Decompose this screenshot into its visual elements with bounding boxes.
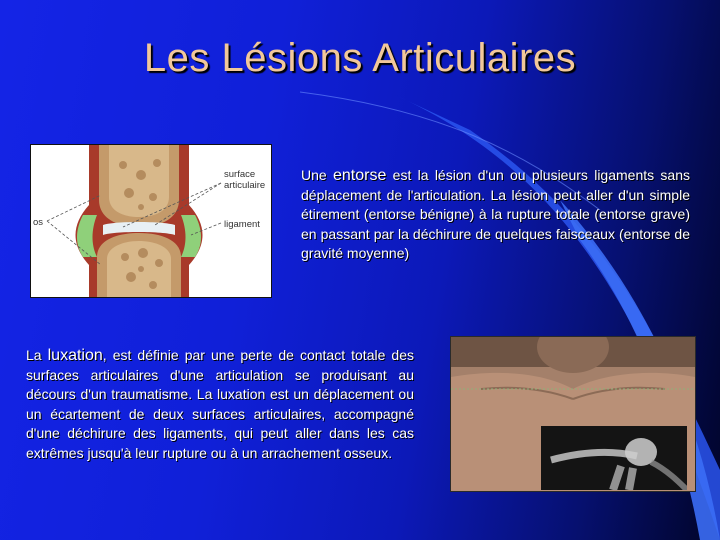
- label-os: os: [33, 217, 44, 228]
- paragraph-entorse: Une entorse est la lésion d'un ou plusieurs ligaments sans déplacement de l'articulation. La lésion peut aller d'un simple étirement (entorse bénigne) à la rupture totale (entorse grave) en passant par la déchirure de quelques faisceaux (entorse de gravité moyenne): [301, 167, 690, 261]
- paragraph-luxation: La luxation, est définie par une perte de contact totale des surfaces articulaires d'une articulation se produisant au décours d'un traumatisme. La luxation est un déplacement ou un écartement de deux surfaces articulaires, accompagné d'une déchirure des ligaments, qui peut aller dans les cas extrêmes jusqu'à leur rupture ou à un arrachement osseux.: [26, 347, 414, 461]
- keyword-entorse: entorse: [332, 167, 387, 184]
- keyword-luxation: luxation: [47, 347, 103, 364]
- slide-title: Les Lésions Articulaires: [143, 36, 577, 80]
- xray-inset: [541, 426, 687, 490]
- joint-diagram-image: [30, 144, 272, 298]
- label-surface-articulaire: surface articulaire: [224, 169, 266, 191]
- label-ligament: ligament: [224, 219, 260, 230]
